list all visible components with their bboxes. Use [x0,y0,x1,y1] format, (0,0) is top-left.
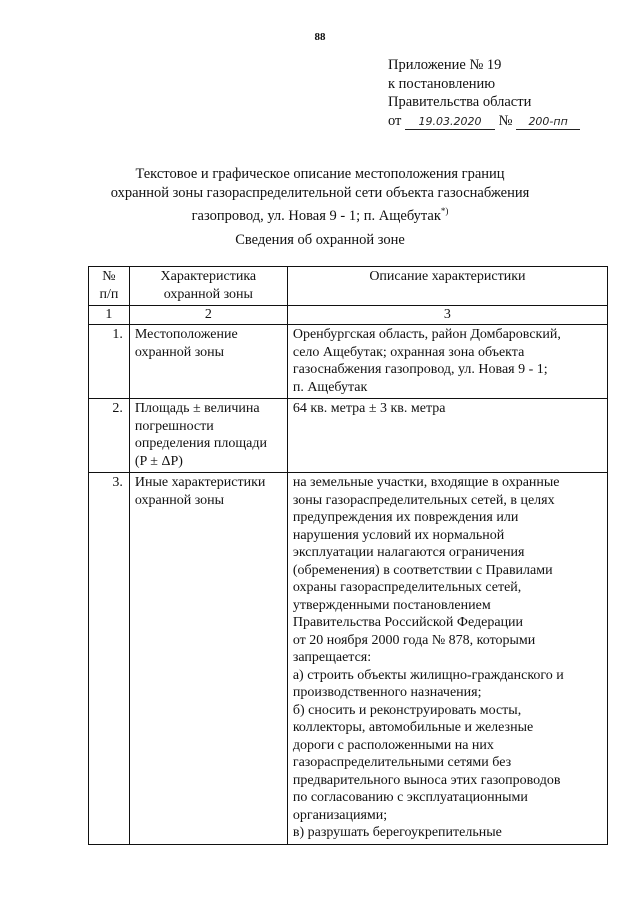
document-title [60,165,580,225]
row-characteristic: Площадь ± величина погрешности определения площади (P ± ΔP) [129,399,287,473]
appendix-block [388,56,580,130]
page-number: 88 [314,31,326,43]
row-number: 2. [89,399,130,473]
from-label: от [388,112,402,129]
row-description: на земельные участки, входящие в охранные зоны газораспределительных сетей, в целях предупреждения их повреждения или нарушения условий их нормальной эксплуатации налагаются ограничения (обременения) в соответствии с Правилами охраны газораспределительных сетей, утвержденными постановлением Правительства Российской Федерации от 20 ноября 2000 года № 878, которыми запрещается: а) строить объекты жилищно-гражданского и производственного назначения; б) сносить и реконструировать мосты, коллекторы, автомобильные и железные дороги с расположенными на них газораспределительными сетями без предварительного выноса этих газопроводов по согласованию с эксплуатационными организациями; в) разрушать берегоукрепительные [287,473,607,845]
footnote-mark: *) [440,206,449,216]
section-title: Сведения об охранной зоне [235,232,405,248]
appendix-line-4 [388,112,580,131]
row-number: 3. [89,473,130,845]
title-line-3 [60,202,580,225]
index-cell-2: 2 [129,306,287,325]
appendix-line-3: Правительства области [388,94,532,110]
table-header-row [89,267,608,306]
handwritten-date: 19.03.2020 [405,115,495,130]
row-description: 64 кв. метра ± 3 кв. метра [287,399,607,473]
row-characteristic: Местоположение охранной зоны [129,325,287,399]
header-characteristic: Характеристика охранной зоны [129,267,287,306]
number-label: № [498,112,513,129]
header-number: № п/п [89,267,130,306]
row-number: 1. [89,325,130,399]
title-line-2: охранной зоны газораспределительной сети объекта газоснабжения [110,184,530,201]
table-row [89,325,608,399]
appendix-line-1: Приложение № 19 [388,57,502,73]
row-characteristic: Иные характеристики охранной зоны [129,473,287,845]
title-line-1: Текстовое и графическое описание местоположения границ [135,166,505,182]
row-description: Оренбургская область, район Домбаровский, село Ащебутак; охранная зона объекта газоснабжения газопровод, ул. Новая 9 - 1; п. Ащебутак [287,325,607,399]
table-index-row [89,306,608,325]
handwritten-number: 200-пп [516,115,580,130]
index-cell-3: 3 [287,306,607,325]
table-row [89,473,608,845]
table-row [89,399,608,473]
header-description: Описание характеристики [287,267,607,306]
protection-zone-table [88,266,608,845]
appendix-line-2: к постановлению [388,75,496,92]
title-line-3-text: газопровод, ул. Новая 9 - 1; п. Ащебутак [191,207,441,224]
index-cell-1: 1 [89,306,130,325]
